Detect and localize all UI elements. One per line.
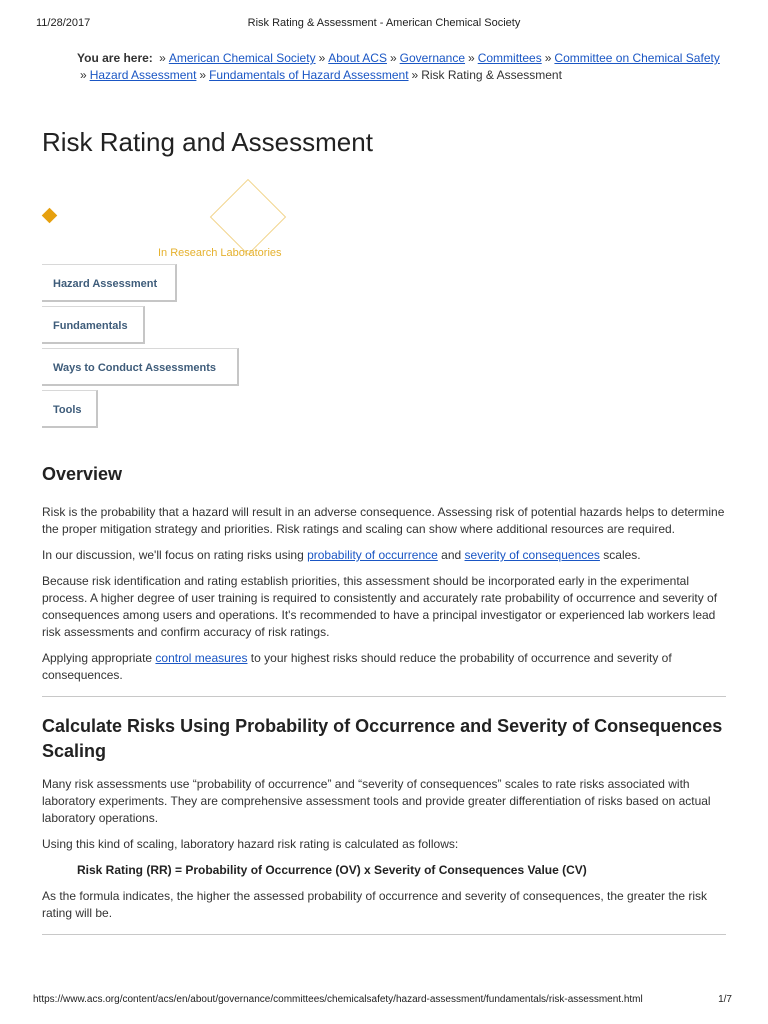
- diamond-bullet-icon: [42, 208, 58, 224]
- breadcrumb-link-about-acs[interactable]: About ACS: [328, 51, 387, 65]
- calc-paragraph-1: Many risk assessments use “probability of occurrence” and “severity of consequences” scales to rate risks associated with laboratory experiments. They are comprehensive assessment tools and provide greater differentiation of risks based on actual laboratory operations.: [42, 777, 711, 825]
- breadcrumb-separator: »: [544, 51, 552, 65]
- breadcrumb: [77, 50, 737, 84]
- breadcrumb-separator: »: [468, 51, 475, 65]
- calc-paragraph-3: As the formula indicates, the higher the assessed probability of occurrence and severity of consequences, the greater the risk rating will be.: [42, 889, 708, 920]
- print-footer: [33, 994, 732, 1008]
- breadcrumb-separator: »: [318, 51, 326, 65]
- text-span: scales.: [599, 548, 641, 562]
- breadcrumb-link-governance[interactable]: Governance: [399, 51, 466, 65]
- print-title: Risk Rating & Assessment - American Chemical Society: [247, 17, 521, 29]
- text-span: to your highest risks should reduce the probability of occurrence and severity of consequences.: [42, 651, 672, 682]
- control-measures-link[interactable]: control measures: [155, 651, 248, 665]
- nav-fundamentals[interactable]: Fundamentals: [42, 306, 145, 344]
- severity-of-consequences-link[interactable]: severity of consequences: [464, 548, 600, 562]
- logo-caption: In Research Laboratories: [158, 247, 282, 259]
- breadcrumb-separator: »: [411, 68, 419, 82]
- overview-paragraph-4: [42, 650, 726, 684]
- nav-hazard-assessment[interactable]: Hazard Assessment: [42, 264, 177, 302]
- overview-heading: Overview: [42, 464, 123, 484]
- breadcrumb-link-fundamentals[interactable]: Fundamentals of Hazard Assessment: [209, 68, 409, 82]
- calc-paragraph-2: Using this kind of scaling, laboratory hazard risk rating is calculated as follows:: [42, 837, 459, 851]
- probability-of-occurrence-link[interactable]: probability of occurrence: [307, 548, 438, 562]
- section-divider: [42, 696, 726, 697]
- print-header: [36, 17, 732, 31]
- section-divider: [42, 934, 726, 935]
- text-span: In our discussion, we'll focus on rating risks using: [42, 548, 308, 562]
- breadcrumb-link-acs[interactable]: American Chemical Society: [168, 51, 316, 65]
- breadcrumb-link-chemical-safety[interactable]: Committee on Chemical Safety: [554, 51, 720, 65]
- breadcrumb-separator: »: [159, 51, 166, 65]
- breadcrumb-separator: »: [80, 68, 87, 82]
- text-span: Applying appropriate: [42, 651, 156, 665]
- overview-paragraph-3: Because risk identification and rating establish priorities, this assessment should be incorporated early in the experimental process. A higher degree of user training is required to consistently and accurately rate probability of occurrence and severity of consequences among users and operations. It's recommended to have a principal investigator or experienced lab workers lead risk assessments and confirm accuracy of risk ratings.: [42, 574, 718, 639]
- page-url: https://www.acs.org/content/acs/en/about/governance/committees/chemicalsafety/hazard-assessment/fundamentals/risk-assessment.html: [33, 994, 643, 1005]
- overview-paragraph-1: Risk is the probability that a hazard will result in an adverse consequence. Assessing risk of potential hazards helps to determine the proper mitigation strategy and priorities. Risk ratings and scaling can show where additional resources are required.: [42, 505, 725, 536]
- risk-rating-formula: Risk Rating (RR) = Probability of Occurrence (OV) x Severity of Consequences Value (CV): [77, 863, 587, 877]
- text-span: and: [437, 548, 465, 562]
- nav-ways-to-conduct-assessments[interactable]: Ways to Conduct Assessments: [42, 348, 239, 386]
- breadcrumb-link-hazard-assessment[interactable]: Hazard Assessment: [89, 68, 197, 82]
- print-date: 11/28/2017: [36, 17, 91, 29]
- overview-paragraph-2: [42, 547, 726, 564]
- breadcrumb-label: You are here:: [77, 51, 153, 65]
- diamond-logo-icon: [210, 179, 286, 255]
- breadcrumb-current: Risk Rating & Assessment: [421, 68, 562, 82]
- calculate-risks-heading: Calculate Risks Using Probability of Occurrence and Severity of Consequences Scaling: [42, 716, 723, 761]
- breadcrumb-separator: »: [389, 51, 397, 65]
- page-number: 1/7: [718, 994, 732, 1005]
- nav-tools[interactable]: Tools: [42, 390, 98, 428]
- main-content: [42, 462, 726, 952]
- page-title: Risk Rating and Assessment: [42, 127, 373, 157]
- breadcrumb-link-committees[interactable]: Committees: [477, 51, 542, 65]
- breadcrumb-separator: »: [199, 68, 207, 82]
